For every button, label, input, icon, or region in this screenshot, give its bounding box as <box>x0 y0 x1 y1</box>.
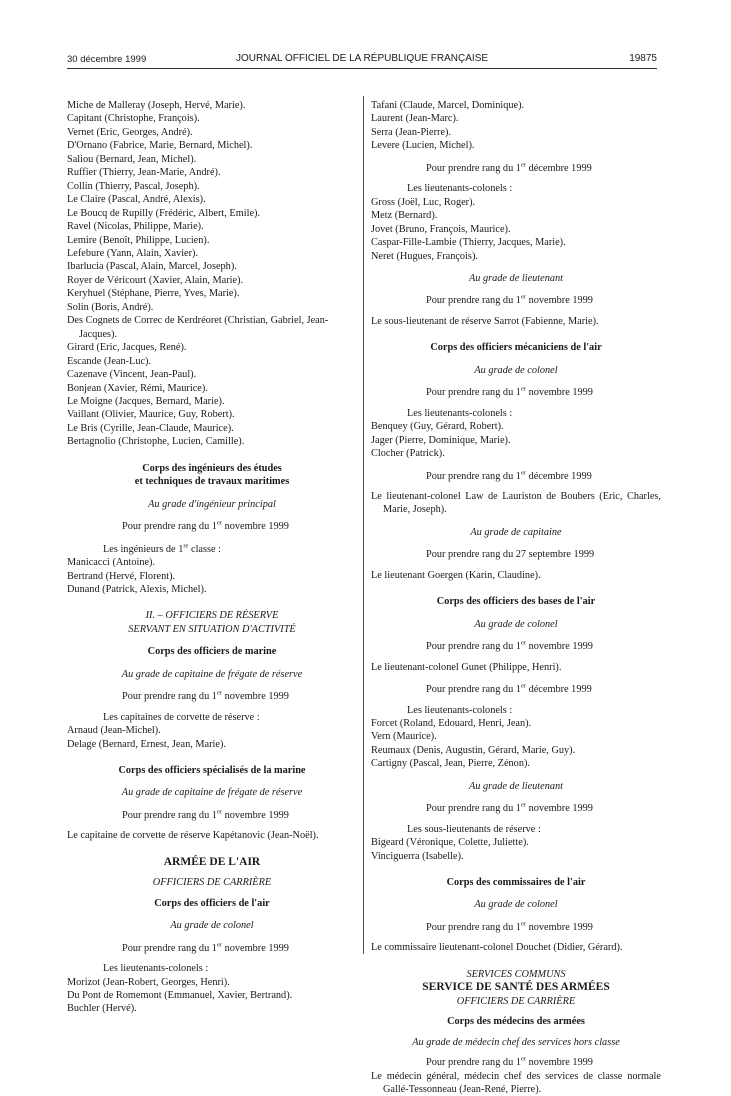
grade-heading: Au grade de lieutenant <box>468 780 564 792</box>
list-item: Vaillant (Olivier, Maurice, Guy, Robert). <box>67 409 235 421</box>
list-item: Bonjean (Xavier, Rémi, Maurice). <box>67 382 208 394</box>
entry-line: Le capitaine de corvette de réserve Kapétanovic (Jean-Noël). <box>67 830 319 842</box>
section-heading: Corps des officiers des bases de l'air <box>436 596 596 608</box>
grade-heading: Au grade de colonel <box>474 364 558 376</box>
list-label: Les sous-lieutenants de réserve : <box>407 823 541 835</box>
list-item: Neret (Hugues, François). <box>371 250 478 262</box>
list-item: Metz (Bernard). <box>371 210 438 222</box>
list-item: Manicacci (Antoine). <box>67 557 156 569</box>
header-rule <box>67 68 657 69</box>
list-item: Girard (Eric, Jacques, René). <box>67 342 187 354</box>
list-item: Cartigny (Pascal, Jean, Pierre, Zénon). <box>371 758 530 770</box>
list-item: Forcet (Roland, Edouard, Henri, Jean). <box>371 717 532 729</box>
list-item: Bigeard (Véronique, Colette, Juliette). <box>371 837 529 849</box>
list-label: Les capitaines de corvette de réserve : <box>103 711 260 723</box>
list-item: Solin (Boris, André). <box>67 301 154 313</box>
right-column <box>371 99 661 1096</box>
rang-line: Pour prendre rang du 27 septembre 1999 <box>426 549 595 561</box>
name-list <box>67 556 357 596</box>
list-item: Levere (Lucien, Michel). <box>371 140 475 152</box>
list-item: Bertrand (Hervé, Florent). <box>67 570 176 582</box>
section-heading: SERVANT EN SITUATION D'ACTIVITÉ <box>128 623 296 635</box>
rang-line: Pour prendre rang du 1er novembre 1999 <box>122 689 289 703</box>
left-column <box>67 99 357 1016</box>
rang-line: Pour prendre rang du 1er décembre 1999 <box>426 161 592 174</box>
rang-line: Pour prendre rang du 1er novembre 1999 <box>122 519 289 533</box>
list-item: Reumaux (Denis, Augustin, Gérard, Marie, Guy). <box>371 744 576 756</box>
section-heading: Corps des commissaires de l'air <box>446 877 586 889</box>
section-heading: II. – OFFICIERS DE RÉSERVE <box>145 610 279 622</box>
rang-line: Pour prendre rang du 1er novembre 1999 <box>426 294 593 307</box>
list-item: Benquey (Guy, Gérard, Robert). <box>371 421 504 433</box>
entry-line: Le lieutenant-colonel Gunet (Philippe, Henri). <box>371 661 562 673</box>
list-item: Dunand (Patrick, Alexis, Michel). <box>67 583 207 595</box>
section-heading: OFFICIERS DE CARRIÈRE <box>152 877 272 889</box>
list-item: Des Cognets de Correc de Kerdréoret (Christian, Gabriel, Jean-Jacques). <box>67 315 329 340</box>
list-item: Le Bris (Cyrille, Jean-Claude, Maurice). <box>67 422 234 434</box>
section-heading: Corps des ingénieurs des études <box>142 462 282 474</box>
list-item: Lefebure (Yann, Alain, Xavier). <box>67 247 199 259</box>
list-item: Du Pont de Romemont (Emmanuel, Xavier, Bertrand). <box>67 990 293 1002</box>
name-list <box>371 196 661 263</box>
list-item: Vern (Maurice). <box>371 731 437 743</box>
list-item: Capitant (Christophe, François). <box>67 113 200 125</box>
entry-line: Le lieutenant Goergen (Karin, Claudine). <box>371 569 541 581</box>
rang-line: Pour prendre rang du 1er novembre 1999 <box>426 385 593 399</box>
list-item: Cazenave (Vincent, Jean-Paul). <box>67 369 197 381</box>
list-item: Saliou (Bernard, Jean, Michel). <box>67 153 197 165</box>
list-item: Vernet (Eric, Georges, André). <box>67 126 193 138</box>
column-divider <box>363 96 364 954</box>
name-list <box>371 717 661 771</box>
rang-line: Pour prendre rang du 1er novembre 1999 <box>426 1055 593 1069</box>
list-label: Les lieutenants-colonels : <box>103 963 209 975</box>
list-item: Escande (Jean-Luc). <box>67 355 152 367</box>
list-item: Collin (Thierry, Pascal, Joseph). <box>67 180 200 192</box>
list-item: Vinciguerra (Isabelle). <box>371 850 464 862</box>
list-item: Le Claire (Pascal, André, Alexis). <box>67 194 206 206</box>
list-label: Les lieutenants-colonels : <box>407 183 513 195</box>
major-heading: SERVICE DE SANTÉ DES ARMÉES <box>422 981 610 994</box>
section-heading: OFFICIERS DE CARRIÈRE <box>456 995 576 1007</box>
list-item: Buchler (Hervé). <box>67 1003 137 1015</box>
entry-line: Le lieutenant-colonel Law de Lauriston de Boubers (Eric, Charles, Marie, Joseph). <box>371 490 661 516</box>
header-page-number: 19875 <box>629 53 657 64</box>
name-list <box>371 836 661 863</box>
list-item: D'Ornano (Fabrice, Marie, Bernard, Michel). <box>67 140 253 152</box>
name-list <box>371 420 661 460</box>
list-item: Morizot (Jean-Robert, Georges, Henri). <box>67 976 230 988</box>
list-item: Clocher (Patrick). <box>371 448 445 460</box>
section-heading: et techniques de travaux maritimes <box>134 476 290 488</box>
list-label: Les lieutenants-colonels : <box>407 407 513 419</box>
list-item: Tafani (Claude, Marcel, Dominique). <box>371 100 525 111</box>
name-list <box>67 724 357 751</box>
list-item: Royer de Véricourt (Xavier, Alain, Marie). <box>67 274 244 286</box>
list-item: Ibarlucia (Pascal, Alain, Marcel, Joseph). <box>67 261 237 273</box>
list-item: Jager (Pierre, Dominique, Marie). <box>371 434 511 446</box>
rang-line: Pour prendre rang du 1er novembre 1999 <box>426 801 593 815</box>
header-journal-title: JOURNAL OFFICIEL DE LA RÉPUBLIQUE FRANÇAISE <box>235 53 489 64</box>
section-heading: Corps des officiers de l'air <box>154 897 270 909</box>
list-label: Les lieutenants-colonels : <box>407 704 513 716</box>
rang-line: Pour prendre rang du 1er novembre 1999 <box>122 941 289 954</box>
grade-heading: Au grade de capitaine de frégate de réserve <box>121 787 303 799</box>
grade-heading: Au grade de capitaine de frégate de réserve <box>121 668 303 680</box>
list-item: Bertagnolio (Christophe, Lucien, Camille). <box>67 436 245 448</box>
list-item: Serra (Jean-Pierre). <box>371 126 452 138</box>
grade-heading: Au grade d'ingénieur principal <box>148 498 276 510</box>
grade-heading: Au grade de colonel <box>170 920 254 932</box>
list-item: Le Moigne (Jacques, Bernard, Marie). <box>67 395 225 407</box>
list-item: Delage (Bernard, Ernest, Jean, Marie). <box>67 738 226 750</box>
list-item: Lemire (Benoît, Philippe, Lucien). <box>67 234 210 246</box>
rang-line: Pour prendre rang du 1er novembre 1999 <box>122 808 289 821</box>
rang-line: Pour prendre rang du 1er novembre 1999 <box>426 639 593 653</box>
list-item: Le Boucq de Rupilly (Frédéric, Albert, Emile). <box>67 207 261 219</box>
list-item: Jovet (Bruno, François, Maurice). <box>371 223 511 235</box>
name-list <box>371 99 661 153</box>
rang-line: Pour prendre rang du 1er décembre 1999 <box>426 682 592 696</box>
list-item: Ravel (Nicolas, Philippe, Marie). <box>67 221 204 233</box>
entry-line: Le sous-lieutenant de réserve Sarrot (Fabienne, Marie). <box>371 315 599 327</box>
name-list <box>67 976 357 1016</box>
entry-line: Le commissaire lieutenant-colonel Douchet (Didier, Gérard). <box>371 942 623 954</box>
rang-line: Pour prendre rang du 1er novembre 1999 <box>426 920 593 933</box>
grade-heading: Au grade de lieutenant <box>468 272 564 284</box>
list-item: Caspar-Fille-Lambie (Thierry, Jacques, Marie). <box>371 237 566 249</box>
list-label: Les ingénieurs de 1re classe : <box>103 542 222 555</box>
section-heading: Corps des officiers de marine <box>147 646 277 658</box>
section-heading: SERVICES COMMUNS <box>466 968 566 980</box>
header-date: 30 décembre 1999 <box>67 54 147 65</box>
grade-heading: Au grade de capitaine <box>470 526 562 538</box>
section-heading: Corps des officiers spécialisés de la marine <box>118 765 306 777</box>
section-heading: Corps des officiers mécaniciens de l'air <box>430 342 602 354</box>
list-item: Arnaud (Jean-Michel). <box>67 725 161 737</box>
list-item: Laurent (Jean-Marc). <box>371 113 459 125</box>
page-header <box>67 52 657 68</box>
name-list <box>67 99 357 449</box>
grade-heading: Au grade de colonel <box>474 618 558 630</box>
rang-line: Pour prendre rang du 1er décembre 1999 <box>426 469 592 482</box>
section-heading: Corps des médecins des armées <box>447 1016 585 1028</box>
grade-heading: Au grade de colonel <box>474 899 558 911</box>
entry-line: Le médecin général, médecin chef des services de classe normale Gallé-Tessonneau (Jean-René, Pierre). <box>371 1070 661 1096</box>
list-item: Miche de Malleray (Joseph, Hervé, Marie). <box>67 100 246 111</box>
major-heading: ARMÉE DE L'AIR <box>163 855 261 868</box>
list-item: Keryhuel (Stéphane, Pierre, Yves, Marie). <box>67 288 240 300</box>
list-item: Ruffier (Thierry, Jean-Marie, André). <box>67 167 221 179</box>
list-item: Gross (Joël, Luc, Roger). <box>371 196 476 208</box>
grade-heading: Au grade de médecin chef des services hors classe <box>412 1036 620 1048</box>
